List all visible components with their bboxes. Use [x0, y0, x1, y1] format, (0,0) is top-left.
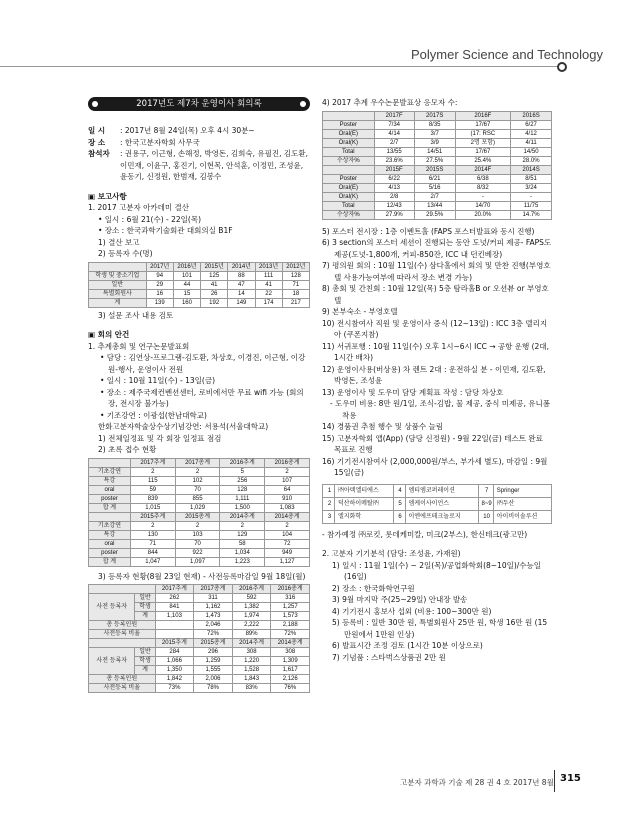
list-item: 16) 기기전시참여사 (2,000,000원/부스, 부가세 별도), 마감일 : 9월 15일(금) [322, 456, 548, 477]
list-item: 4) 기기전시 홍보사 섭외 (비용: 100~300만 원) [332, 606, 492, 616]
table-row: Poster 7/34 8/35 17/67 6/27 [323, 120, 552, 129]
table-row: 특강 130 103 129 104 [89, 530, 310, 539]
list-item: 11) 서귀포행 : 10월 11일(수) 오후 1시~6시 ICC → 공항 운행 (2대, 1시간 배차) [322, 341, 549, 362]
list-item: 10) 전시참여사 직원 및 운영이사 중식 (12~13일) : ICC 3층 델리지아 (쿠폰지참) [322, 318, 548, 339]
report-bullet-place: • 장소 : 한국과학기술회관 대회의실 B1F [98, 226, 233, 235]
report-sub-2: 2) 등록자 수(명) [98, 249, 153, 258]
table-row: 수상자% 27.9% 29.5% 20.0% 14.7% [323, 210, 552, 219]
registration-table: 2017추계 2017총계 2016추계 2016총계 사전 등록자 일반 262 311 592 316 학생 841 1,162 1,382 1,257 계 1,103 1,473 1,974 1,573 총 등록인원 2,046 2,222 2,188 사전등록 비율 72% 89% 72% 2015추계 2015총계 2014추계 2014총계 사전 등록자 일반 284 296 308 308 학생 1,066 1,259 1,220 1,309 계 1,350 1,555 1,528 1,617 총 등록인원 1,842 2,006 1,843 2,126 사전등록 비율 73% 78% 83% 76% [88, 584, 310, 693]
agenda-item-2: 2. 고분자 기기분석 (담당: 조성윤, 가재원) [322, 549, 461, 558]
exhibitor-table [322, 484, 552, 524]
table-row: oral 59 70 128 64 [89, 485, 310, 494]
agenda-bullet-keynote: • 기조강연 : 이광섭(한남대학교) [100, 410, 207, 420]
table-row: 계 139 160 192 149 174 217 [89, 298, 310, 307]
report-item-1: 1. 2017 고분자 아카데미 결산 [88, 203, 189, 212]
table-row: 특별회원사 16 15 26 14 22 18 [89, 289, 310, 298]
award-applicant-table: 2017F 2017S 2016F 2016S Poster 7/34 8/35 17/67 6/27 Oral(E) 4/14 3/7 (17: RSC 4/12 Oral(K) 2/7 3/9 2명 포함) 4/11 Total 13/55 14/51 17/67 14/50 수상자% 23.6% 27.5% 25.4% 28.0% 2015F 2015S 2014F 2014S Poster 6/22 6/21 6/38 8/51 Oral(E) 4/13 5/16 8/32 3/24 Oral(K) 2/8 2/7 - - Total 12/43 13/44 14/70 11/75 수상자% 27.9% 29.5% 20.0% 14.7% [322, 111, 552, 220]
table-row: 수상자% 23.6% 27.5% 25.4% 28.0% [323, 156, 552, 165]
table-row: 합 계 1,047 1,097 1,223 1,127 [89, 557, 310, 566]
header-circle-ornament [557, 62, 567, 72]
meeting-title-banner [88, 97, 310, 111]
agenda-award-lecture: 한화고분자학술상수상기념강연: 서용석(서울대학교) [98, 422, 269, 431]
registrant-table: 2017년 2016년 2015년 2014년 2013년 2012년 학생 및 중소기업 94 101 125 88 111 128 일반 29 44 41 47 41 71 특별회원사 16 15 26 14 22 18 계 139 160 192 149 174 217 [88, 262, 310, 308]
table-row: 학생 1,066 1,259 1,220 1,309 [89, 657, 310, 666]
list-item: 5) 등록비 : 일반 30만 원, 특별회원사 25만 원, 학생 16만 원 (15만원에서 1만원 인상) [332, 618, 548, 639]
table-row: 학생 841 1,162 1,382 1,257 [89, 603, 310, 612]
list-item: 14) 경품권 추첨 행수 및 상품수 늘림 [322, 422, 443, 431]
list-item: 3) 9월 마지막 주(25~29일) 안내장 발송 [332, 595, 468, 604]
table-row: 특강 115 102 256 107 [89, 476, 310, 485]
table-row: 3 엘지화학 6 이엔에프테크놀로지 10 아이비이솔루션 [323, 510, 552, 523]
list-item: 5) 포스터 전시장 : 1층 이벤트홀 (FAPS 포스터발표와 동시 진행) [322, 226, 535, 236]
agenda-sub-1: 1) 전체일정표 및 각 회장 일정표 점검 [98, 433, 222, 443]
agenda-bullet-date: • 일시 : 10월 11일(수) - 13일(금) [100, 376, 216, 385]
abstract-table: 2017추계 2017총계 2016추계 2016총계 기초강연 2 2 5 2 특강 115 102 256 107 oral 59 70 128 64 poster 839 855 1,111 910 합 계 1,015 1,029 1,500 1,083 2015추계 2015총계 2014추계 2014총계 기초강연 2 2 2 2 특강 130 103 129 104 oral 71 70 58 72 poster 844 922 1,034 949 합 계 1,047 1,097 1,223 1,127 [88, 458, 310, 567]
table-row: 학생 및 중소기업 94 101 125 88 111 128 [89, 271, 310, 280]
page-number: 315 [560, 773, 581, 784]
section-agenda: ▣ 회의 안건 [88, 330, 130, 339]
list-item: 12) 운영이사용(버상용) 차 렌트 2대 : 운전하실 분 - 이민재, 김도환, 박영돈, 조성윤 [322, 364, 546, 385]
agenda-sub-3: 3) 등록자 현황(8월 23일 현재) - 사전등록마감일 9월 18일(월) [98, 571, 306, 581]
bullet-dot-icon [92, 101, 98, 107]
table-row: 사전 등록자 일반 262 311 592 316 [89, 594, 310, 603]
list-item: 1) 일시 : 11월 1일(수) ~ 2일(목)/공업화학회(8~10일)/수능일(16일) [332, 560, 542, 581]
bullet-dot-icon [300, 101, 306, 107]
list-item: 6) 발표시간 조정 검토 (1시간 10분 이상으로) [332, 641, 483, 650]
table-row: 합 계 1,015 1,029 1,500 1,083 [89, 503, 310, 512]
table-row: Oral(E) 4/13 5/16 8/32 3/24 [323, 183, 552, 192]
meta-attendees: 참석자 : 권용구, 이근형, 손해정, 박영돈, 김희숙, 유필진, 김도환, 이민재, 이윤구, 홍진기, 이현목, 안석훈, 이정민, 조성윤, 윤동기, 신정원, 한범재, 김봉수 [88, 149, 309, 181]
table-row: 사전등록 비율 72% 89% 72% [89, 630, 310, 639]
list-item: 15) 고분자학회 앱(App) (담당 신정원) - 9월 22일(금) 테스트 완료 목표로 진행 [322, 433, 543, 454]
agenda-bullet-staff: • 담당 : 김연상-프로그램-김도환, 차상호, 이경진, 이근형, 이강원-행사, 운영이사 전원 [100, 353, 306, 374]
table-row: Oral(E) 4/14 3/7 (17: RSC 4/12 [323, 129, 552, 138]
table-row: Total 12/43 13/44 14/70 11/75 [323, 201, 552, 210]
section-reports: ▣ 보고사항 [88, 191, 127, 201]
list-item: 7) 평의원 회의 : 10월 11일(수) 삼다홀에서 회의 및 만찬 진행(부영호텔 사용가능여부에 따라서 장소 변경 가능) [322, 261, 551, 282]
table-row: 총 등록인원 1,842 2,006 1,843 2,126 [89, 675, 310, 684]
table-row: Poster 6/22 6/21 6/38 8/51 [323, 174, 552, 183]
sponsor-note: - 참가예정 ㈜로킷, 롯데케미칼, 미크(2부스), 한신테크(광고만) [322, 529, 528, 539]
table-row: poster 844 922 1,034 949 [89, 548, 310, 557]
meeting-title: 2017년도 제7차 운영이사 회의록 [136, 99, 262, 109]
table-row: 일반 29 44 41 47 41 71 [89, 280, 310, 289]
table-row: Oral(K) 2/8 2/7 - - [323, 192, 552, 201]
meta-place: 장 소 : 한국고분자학회 사무국 [88, 137, 200, 147]
list-item: 9) 본부숙소 - 부영호텔 [322, 307, 398, 316]
footer-citation: 고분자 과학과 기술 제 28 권 4 호 2017년 8월 [400, 778, 554, 787]
header-rule [0, 66, 562, 67]
meta-date: 일 시 : 2017년 8월 24일(목) 오후 4시 30분~ [88, 126, 255, 135]
footer-divider [554, 770, 555, 792]
left-column [88, 97, 310, 695]
table-row: 기초강연 2 2 2 2 [89, 521, 310, 530]
table-row: oral 71 70 58 72 [89, 539, 310, 548]
report-bullet-date: • 일시 : 6월 21(수) - 22일(목) [98, 214, 201, 224]
agenda-item-1: 1. 추계총회 및 연구논문발표회 [88, 341, 190, 351]
agenda-sub-2: 2) 초록 접수 현황 [98, 445, 157, 454]
list-item: 13) 운영이사 및 도우미 담당 계획표 작성 : 담당 차상호 [322, 387, 504, 397]
table-row: 계 1,350 1,555 1,528 1,617 [89, 666, 310, 675]
table-row: Total 13/55 14/51 17/67 14/50 [323, 147, 552, 156]
list-item: 7) 기념품 : 스타벅스상품권 2만 원 [332, 652, 446, 662]
table-row: poster 839 855 1,111 910 [89, 494, 310, 503]
table-row: 총 등록인원 2,046 2,222 2,188 [89, 621, 310, 630]
list-item: 6) 3 section의 포스터 세션이 진행되는 동안 도넛/커피 제공- FAPS도 제공(도넛-1,800개, 커피-850잔, ICC 내 던킨베장) [322, 238, 552, 259]
list-item: 2) 장소 : 한국화학연구원 [332, 583, 415, 593]
right-column [322, 97, 552, 663]
report-sub-3: 3) 설문 조사 내용 검토 [98, 310, 174, 320]
table-row: 2 덕산하이메탈㈜ 5 엠케이사이언스 8~9 ㈜두산 [323, 497, 552, 510]
table-row: 1 ㈜아텍엘티에스 4 엠티엠코퍼레이션 7 Springer [323, 484, 552, 497]
list-item: - 도우미 비용: 8만 원/1일, 조식-김밥, 물 제공, 중식 미제공, 유니폼 착용 [330, 399, 551, 420]
list-item: 8) 총회 및 간친회 : 10월 12일(목) 5층 탐라홀B or 오션뷰 or 부영호텔 [322, 284, 549, 305]
journal-header: Polymer Science and Technology [411, 47, 603, 62]
table-row: 사전 등록자 일반 284 296 308 308 [89, 648, 310, 657]
award-heading: 4) 2017 추계 우수논문발표상 응모자 수: [322, 98, 458, 107]
table-row: Oral(K) 2/7 3/9 2명 포함) 4/11 [323, 138, 552, 147]
table-row: 사전등록 비율 73% 78% 83% 76% [89, 684, 310, 693]
agenda-bullet-place: • 장소 : 제주국제컨벤션센터, 로비에서만 무료 wifi 가능 (회의장, 전시장 불가능) [100, 387, 304, 408]
report-sub-1: 1) 결산 보고 [98, 237, 140, 247]
table-row: 계 1,103 1,473 1,974 1,573 [89, 612, 310, 621]
table-row: 기초강연 2 2 5 2 [89, 467, 310, 476]
